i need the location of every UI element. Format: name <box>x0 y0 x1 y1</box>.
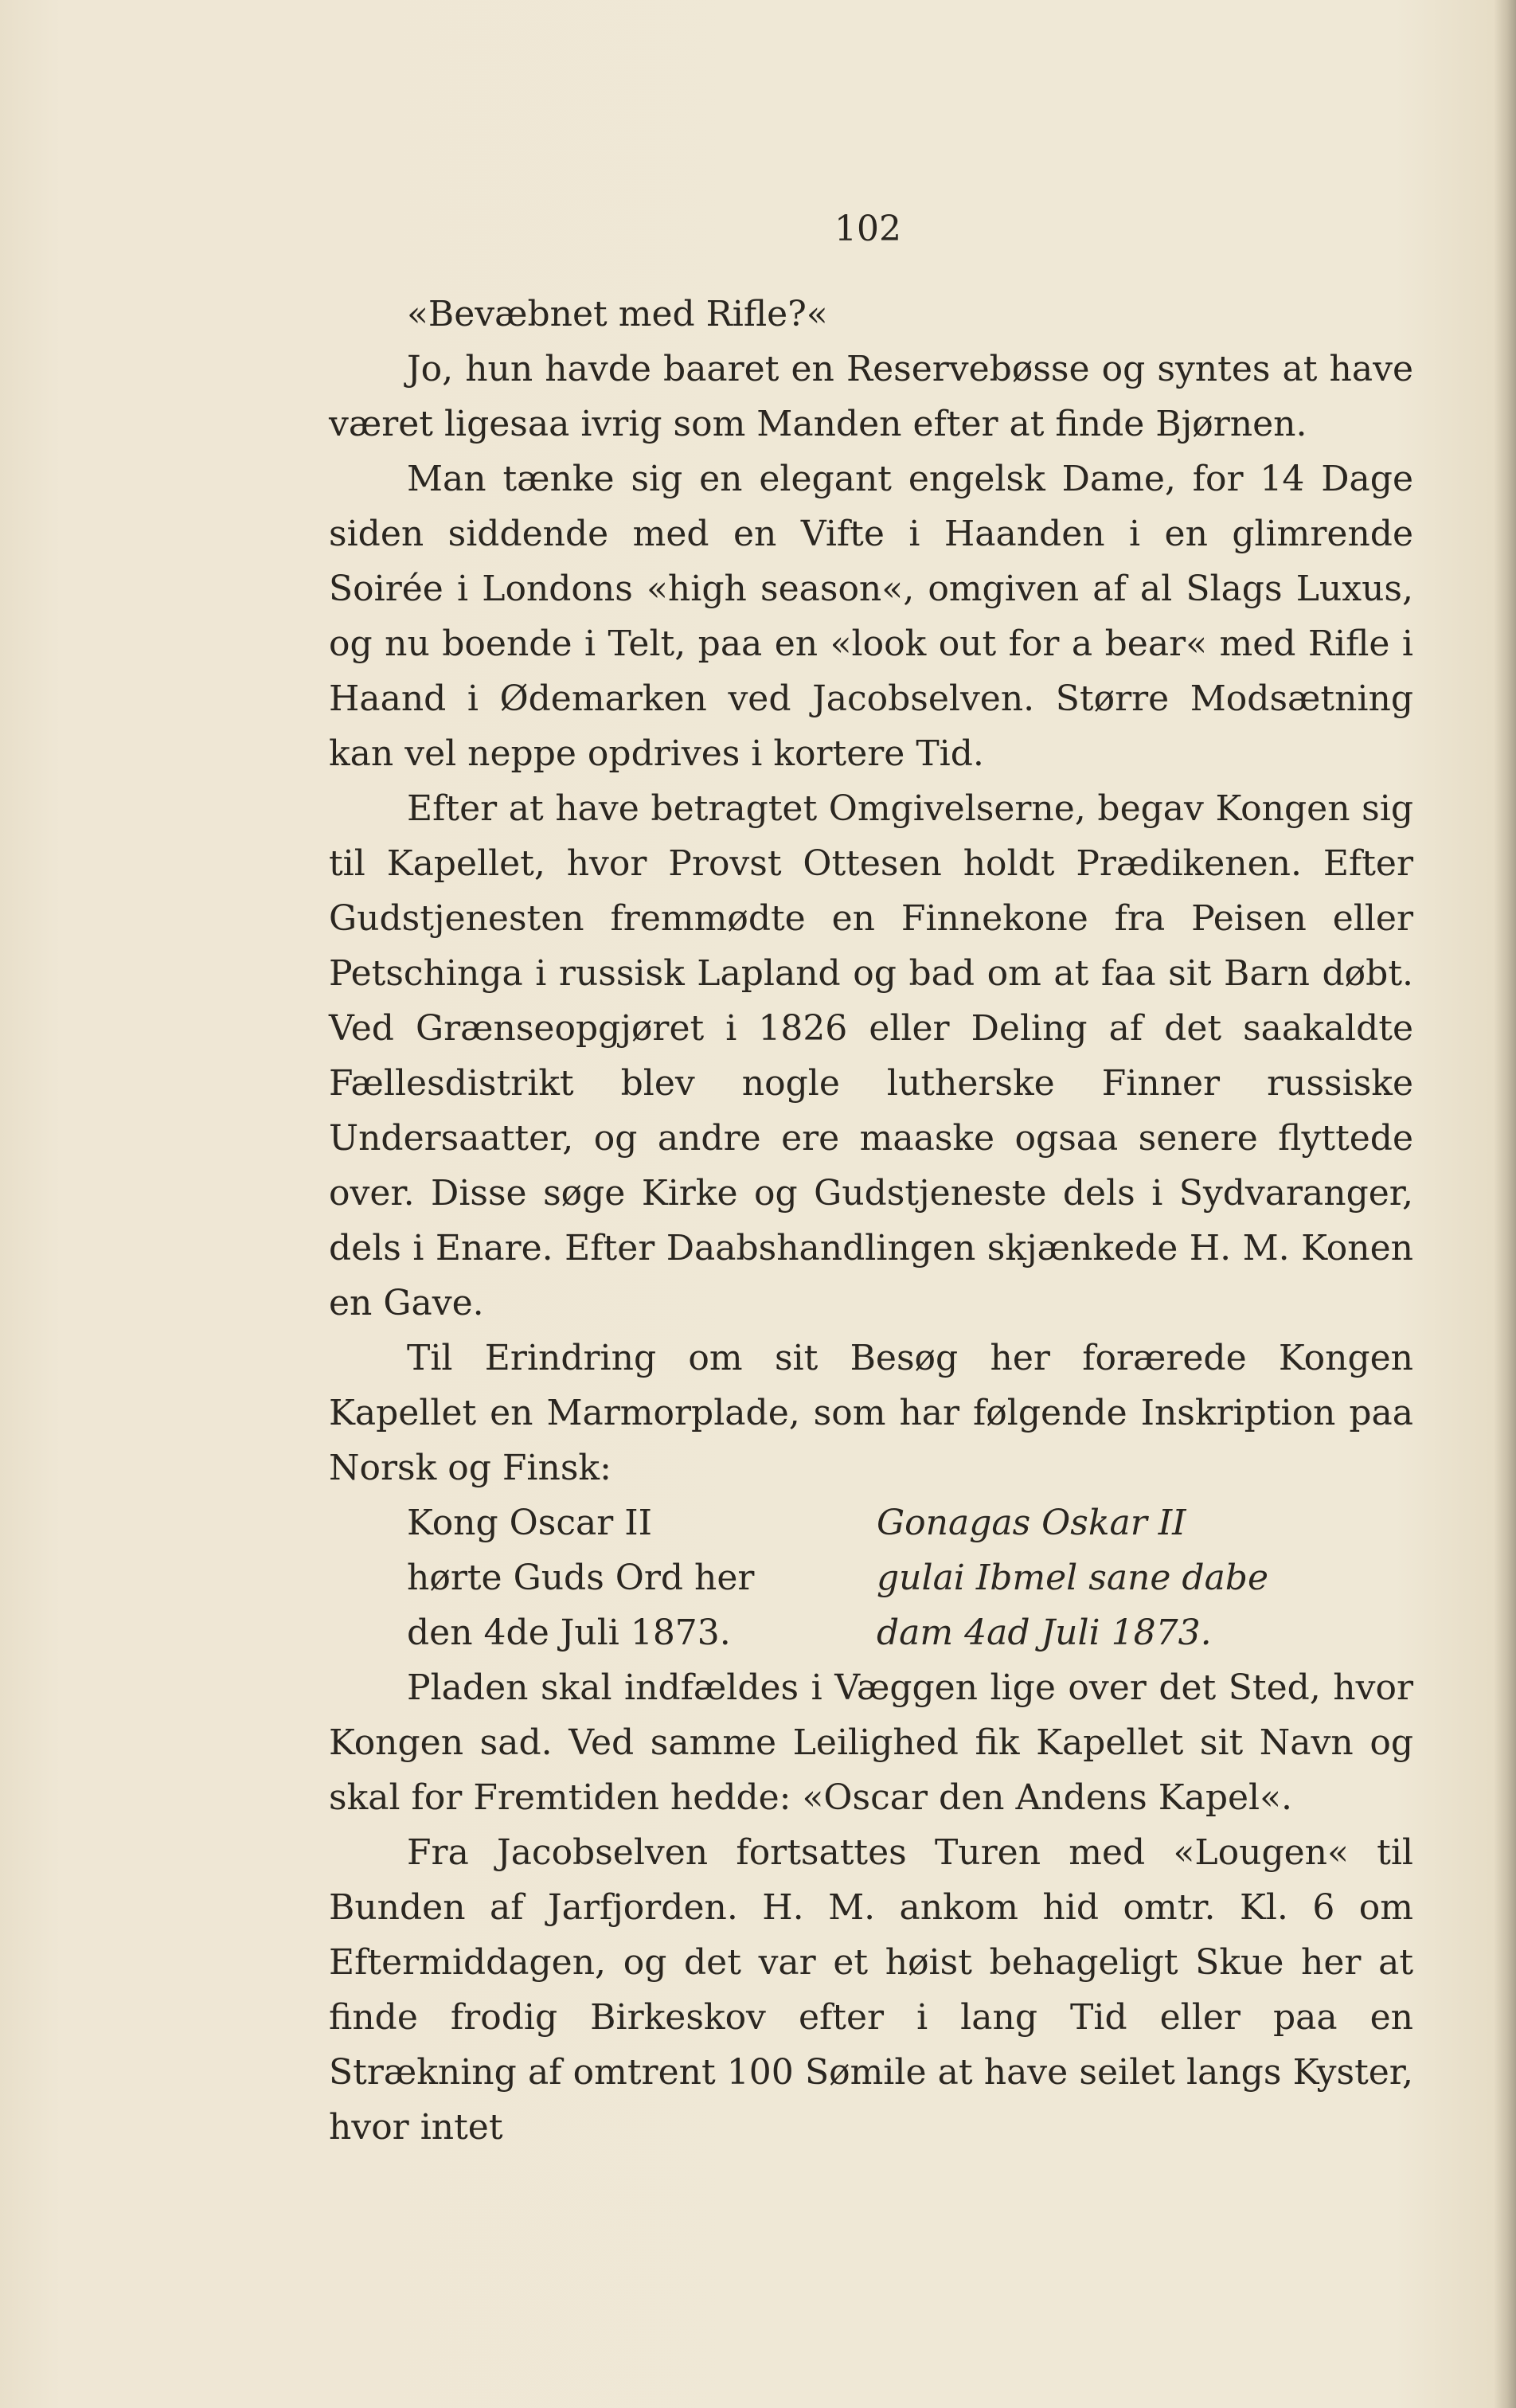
inscription-row <box>407 1550 1413 1605</box>
inscription-norwegian-line: Kong Oscar II <box>407 1503 652 1543</box>
paragraph: Fra Jacobselven fortsattes Turen med «Lougen« til Bunden af Jarfjorden. H. M. ankom hid omtr. Kl. 6 om Eftermiddagen, og det var et høist behageligt Skue her at finde frodig Birkeskov efter i lang Tid eller paa en Strækning af omtrent 100 Sømile at have seilet langs Kyster, hvor intet <box>329 1832 1413 2148</box>
page-number: 102 <box>834 209 901 249</box>
paragraph: Jo, hun havde baaret en Reservebøsse og syntes at have været ligesaa ivrig som Manden efter at finde Bjørnen. <box>329 349 1413 444</box>
inscription-row <box>407 1495 1413 1550</box>
paragraph: «Bevæbnet med Rifle?« <box>407 294 828 334</box>
paragraph: Til Erindring om sit Besøg her forærede Kongen Kapellet en Marmorplade, som har følgende Inskription paa Norsk og Finsk: <box>329 1338 1413 1488</box>
paragraph: Man tænke sig en elegant engelsk Dame, for 14 Dage siden siddende med en Vifte i Haanden i en glimrende Soirée i Londons «high season«, omgiven af al Slags Luxus, og nu boende i Telt, paa en «look out for a bear« med Rifle i Haand i Ødemarken ved Jacobselven. Større Modsætning kan vel neppe opdrives i kortere Tid. <box>329 459 1413 774</box>
inscription-finnish-line: dam 4ad Juli 1873. <box>877 1612 1212 1653</box>
inscription-norwegian-line: hørte Guds Ord her <box>407 1558 755 1598</box>
inscription-finnish-line: gulai Ibmel sane dabe <box>877 1558 1269 1598</box>
inscription-row <box>407 1605 1413 1660</box>
inscription-finnish-line: Gonagas Oskar II <box>877 1503 1186 1543</box>
paragraph: Pladen skal indfældes i Væggen lige over det Sted, hvor Kongen sad. Ved samme Leilighed fik Kapellet sit Navn og skal for Fremtiden hedde: «Oscar den Andens Kapel«. <box>329 1667 1413 1818</box>
inscription-norwegian-line: den 4de Juli 1873. <box>407 1612 731 1653</box>
page-edge-shadow <box>1494 0 1516 2408</box>
inscription-block <box>329 1495 1413 1660</box>
paragraph: Efter at have betragtet Omgivelserne, begav Kongen sig til Kapellet, hvor Provst Ottesen holdt Prædikenen. Efter Gudstjenesten fremmødte en Finnekone fra Peisen eller Petschinga i russisk Lapland og bad om at faa sit Barn døbt. Ved Grænseopgjøret i 1826 eller Deling af det saakaldte Fællesdistrikt blev nogle lutherske Finner russiske Undersaatter, og andre ere maaske ogsaa senere flyttede over. Disse søge Kirke og Gudstjeneste dels i Sydvaranger, dels i Enare. Efter Daabshandlingen skjænkede H. M. Konen en Gave. <box>329 788 1413 1323</box>
body-text <box>329 287 1413 2155</box>
